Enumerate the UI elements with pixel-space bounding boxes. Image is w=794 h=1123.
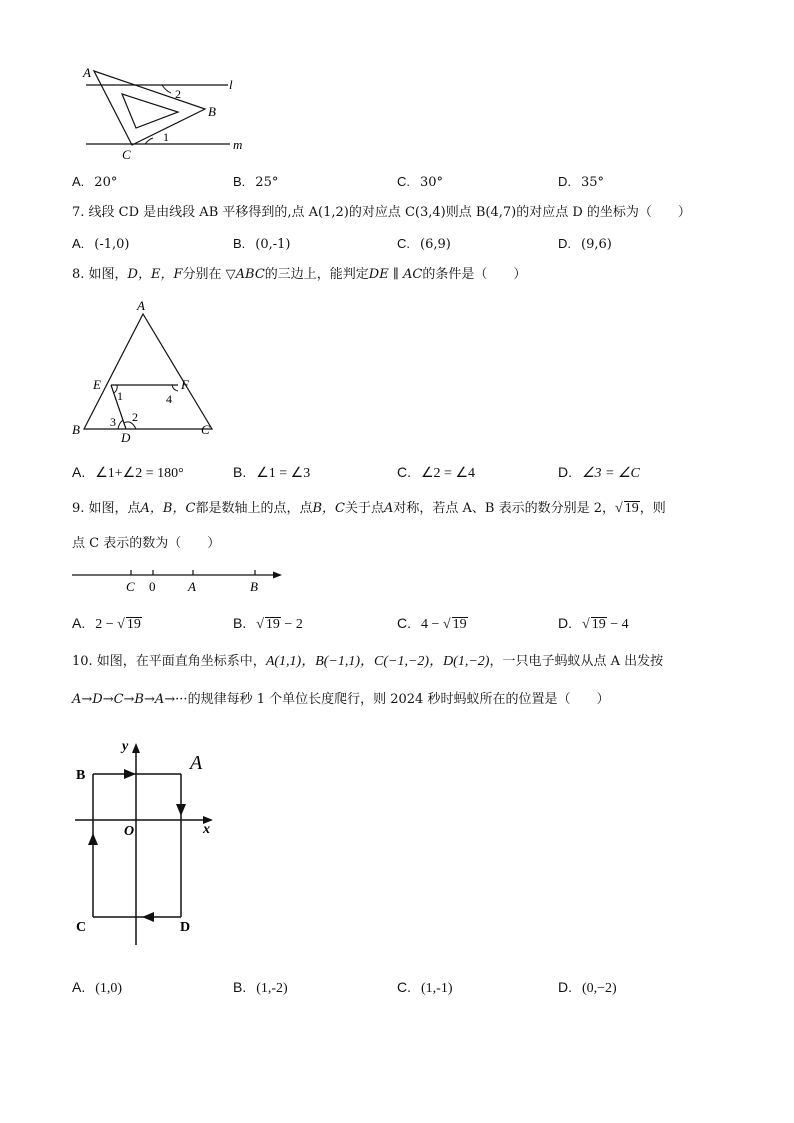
- q8-option-a[interactable]: A. ∠1+∠2 = 180°: [72, 464, 184, 481]
- triangle-inner: [122, 94, 178, 128]
- q10-option-d[interactable]: D. (0,−2): [558, 979, 617, 996]
- q9-stem-line2: 点 C 表示的数为（ ）: [72, 536, 221, 551]
- q9-option-b[interactable]: B. √ 19 − 2: [233, 615, 303, 632]
- q10-label-D: D: [180, 920, 191, 935]
- q9-option-d[interactable]: D. √ 19 − 4: [558, 615, 629, 632]
- q10-label-O: O: [124, 824, 135, 839]
- q7-option-c[interactable]: C. (6,9): [397, 236, 451, 252]
- q7-option-d[interactable]: D. (9,6): [558, 236, 612, 252]
- q7-option-b[interactable]: B. (0,-1): [233, 236, 291, 252]
- q9-number-line: [70, 565, 290, 597]
- q8-label-A: A: [137, 298, 145, 313]
- q8-stem: 8. 如图，D，E，F分别在 ▽ABC的三边上，能判定DE ∥ AC的条件是（ ）: [72, 267, 527, 282]
- q8-label-2: 2: [132, 410, 138, 424]
- angle-arc-3: [118, 420, 123, 429]
- q8-figure: [68, 296, 228, 444]
- q6-label-B: B: [208, 104, 216, 119]
- q10-label-A: A: [190, 752, 203, 774]
- q6-option-d[interactable]: D. 35°: [558, 174, 605, 190]
- q6-label-1: 1: [163, 130, 169, 144]
- arrow-down-icon: [176, 804, 186, 816]
- q10-label-C: C: [76, 920, 87, 935]
- q6-option-b[interactable]: B. 25°: [233, 174, 279, 190]
- arrow-right-icon: [124, 769, 136, 779]
- q8-label-B: B: [72, 422, 80, 437]
- q9-label-C: C: [126, 579, 135, 594]
- q6-option-c[interactable]: C. 30°: [397, 174, 444, 190]
- q8-option-b[interactable]: B. ∠1 = ∠3: [233, 464, 311, 481]
- triangle-abc: [84, 314, 212, 429]
- q9-option-a[interactable]: A. 2 − √ 19: [72, 615, 141, 632]
- q8-label-D: D: [121, 430, 131, 444]
- q6-option-a[interactable]: A. 20°: [72, 174, 118, 190]
- q10-option-a[interactable]: A. (1,0): [72, 979, 123, 996]
- q6-label-l: l: [229, 77, 233, 92]
- q7-option-a[interactable]: A. (-1,0): [72, 236, 130, 252]
- triangle-outer: [94, 71, 205, 145]
- q7-stem: 7. 线段 CD 是由线段 AB 平移得到的,点 A(1,2)的对应点 C(3,4)则点 B(4,7)的对应点 D 的坐标为（ ）: [72, 205, 691, 220]
- q8-label-E: E: [93, 377, 101, 392]
- arrow-up-icon: [88, 833, 98, 845]
- angle-arc-1: [145, 138, 153, 144]
- q6-label-A: A: [83, 65, 91, 80]
- angle-arc-4: [172, 385, 178, 391]
- q9-label-B: B: [250, 579, 258, 594]
- q10-figure: [70, 735, 230, 950]
- q8-option-d[interactable]: D. ∠3 = ∠C: [558, 464, 640, 481]
- q8-label-4: 4: [166, 392, 172, 406]
- q10-label-B: B: [76, 768, 86, 783]
- q8-label-C: C: [201, 422, 210, 437]
- q10-label-x: x: [203, 822, 210, 837]
- q6-label-m: m: [233, 137, 243, 152]
- q8-option-c[interactable]: C. ∠2 = ∠4: [397, 464, 475, 481]
- q6-figure: [70, 60, 260, 165]
- q8-label-F: F: [181, 377, 189, 392]
- y-axis-arrow: [132, 743, 140, 753]
- q9-label-A: A: [188, 579, 196, 594]
- axis-arrow: [273, 572, 282, 579]
- arrow-left-icon: [142, 912, 154, 922]
- q10-option-b[interactable]: B. (1,‑2): [233, 979, 288, 996]
- q10-stem-line2: A→D→C→B→A→···的规律每秒 1 个单位长度爬行，则 2024 秒时蚂蚁所在的位置是（ ）: [72, 692, 610, 707]
- q10-label-y: y: [122, 739, 129, 754]
- q6-label-2: 2: [175, 87, 181, 101]
- angle-arc-2: [162, 85, 171, 93]
- q9-option-c[interactable]: C. 4 − √ 19: [397, 615, 467, 632]
- q10-stem-line1: 10. 如图，在平面直角坐标系中，A(1,1)，B(−1,1)，C(−1,−2)，D(1,−2)，一只电子蚂蚁从点 A 出发按: [72, 654, 664, 669]
- q9-stem-line1: 9. 如图，点A，B，C都是数轴上的点，点B，C关于点A对称，若点 A、B 表示的数分别是 2，√ 19，则: [72, 501, 666, 516]
- q8-label-1: 1: [117, 389, 123, 403]
- q10-option-c[interactable]: C. (1,‑1): [397, 979, 453, 996]
- q9-label-0: 0: [149, 579, 156, 594]
- q8-label-3: 3: [110, 415, 116, 429]
- q6-label-C: C: [122, 147, 131, 162]
